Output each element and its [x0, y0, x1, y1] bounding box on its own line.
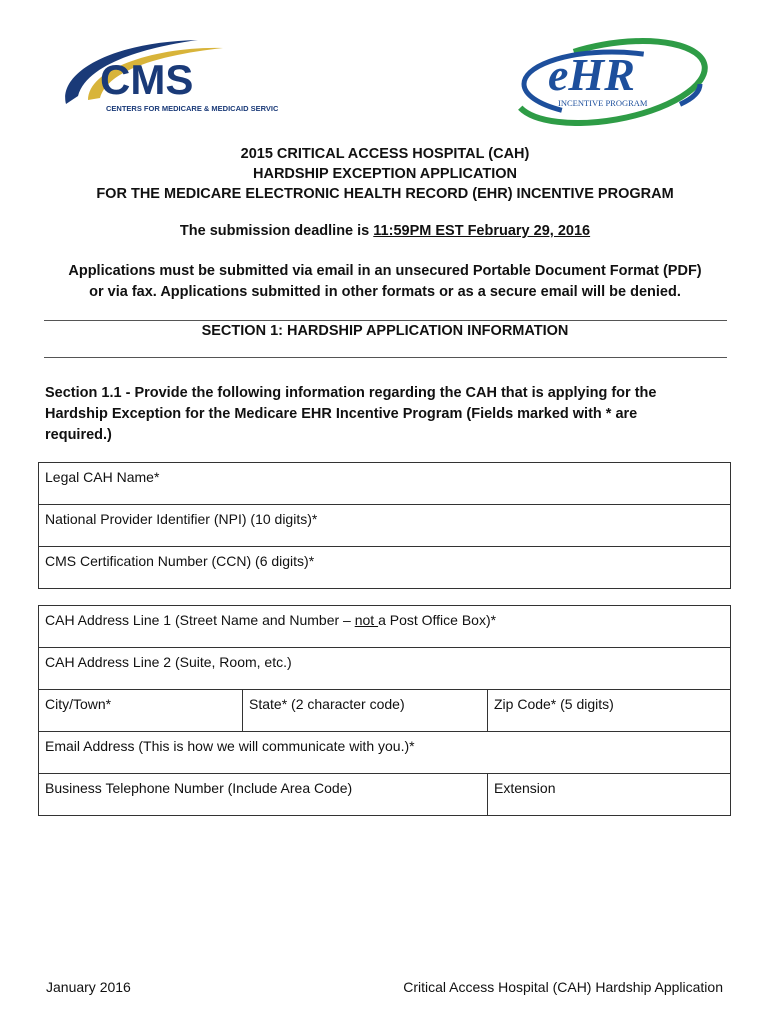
- address-line-2-label: CAH Address Line 2 (Suite, Room, etc.): [45, 654, 292, 670]
- cah-identity-table: [38, 462, 731, 589]
- footer-document-title: Critical Access Hospital (CAH) Hardship Application: [403, 979, 723, 995]
- email-label: Email Address (This is how we will communicate with you.)*: [45, 738, 415, 754]
- section-intro: [45, 383, 656, 446]
- section-bottom-divider: [44, 357, 727, 358]
- section-intro-line-3: required.): [45, 427, 112, 443]
- state-label: State* (2 character code): [249, 696, 405, 712]
- zip-field[interactable]: [488, 690, 731, 732]
- section-intro-line-2: Hardship Exception for the Medicare EHR Incentive Program (Fields marked with * are: [45, 406, 638, 422]
- extension-field[interactable]: [488, 774, 731, 816]
- section-intro-line-1: Section 1.1 - Provide the following information regarding the CAH that is applying for the: [45, 385, 657, 401]
- extension-label: Extension: [494, 780, 556, 796]
- npi-label: National Provider Identifier (NPI) (10 digits)*: [45, 511, 318, 527]
- city-label: City/Town*: [45, 696, 112, 712]
- cms-logo: [48, 34, 278, 120]
- instructions-line-1: Applications must be submitted via email in an unsecured Portable Document Format (PDF): [68, 263, 702, 279]
- address-line-2-field[interactable]: [39, 648, 731, 690]
- ccn-label: CMS Certification Number (CCN) (6 digits)*: [45, 553, 315, 569]
- cah-address-table: [38, 605, 731, 816]
- legal-cah-name-field[interactable]: [39, 463, 731, 505]
- phone-label: Business Telephone Number (Include Area Code): [45, 780, 353, 796]
- zip-label: Zip Code* (5 digits): [494, 696, 614, 712]
- address-line-1-field[interactable]: [39, 606, 731, 648]
- ccn-field[interactable]: [39, 547, 731, 589]
- deadline-date: 11:59PM EST February 29, 2016: [373, 223, 591, 239]
- ehr-logo-text: eHR: [548, 49, 635, 100]
- section-heading: SECTION 1: HARDSHIP APPLICATION INFORMATION: [201, 323, 569, 339]
- cms-logo-text: CMS: [100, 56, 194, 103]
- phone-field[interactable]: [39, 774, 488, 816]
- state-field[interactable]: [243, 690, 488, 732]
- npi-field[interactable]: [39, 505, 731, 547]
- cms-logo-subtext: CENTERS FOR MEDICARE & MEDICAID SERVICES: [106, 104, 278, 113]
- email-field[interactable]: [39, 732, 731, 774]
- title-line-1: 2015 CRITICAL ACCESS HOSPITAL (CAH): [240, 146, 530, 162]
- title-line-3: FOR THE MEDICARE ELECTRONIC HEALTH RECORD (EHR) INCENTIVE PROGRAM: [96, 186, 674, 202]
- address-line-1-label-suffix: a Post Office Box)*: [378, 612, 497, 628]
- instructions-line-2: or via fax. Applications submitted in other formats or as a secure email will be denied.: [89, 284, 681, 300]
- legal-cah-name-label: Legal CAH Name*: [45, 469, 160, 485]
- ehr-logo-subtext: INCENTIVE PROGRAM: [558, 98, 648, 108]
- deadline-prefix: The submission deadline is: [179, 223, 374, 239]
- title-line-2: HARDSHIP EXCEPTION APPLICATION: [253, 166, 517, 182]
- section-top-divider: [44, 320, 727, 321]
- submission-deadline: [0, 223, 770, 239]
- city-field[interactable]: [39, 690, 243, 732]
- address-line-1-label-prefix: CAH Address Line 1 (Street Name and Number –: [45, 612, 355, 628]
- footer-date: January 2016: [46, 979, 131, 995]
- address-line-1-label-not: not: [354, 612, 379, 628]
- ehr-incentive-logo: [510, 38, 715, 126]
